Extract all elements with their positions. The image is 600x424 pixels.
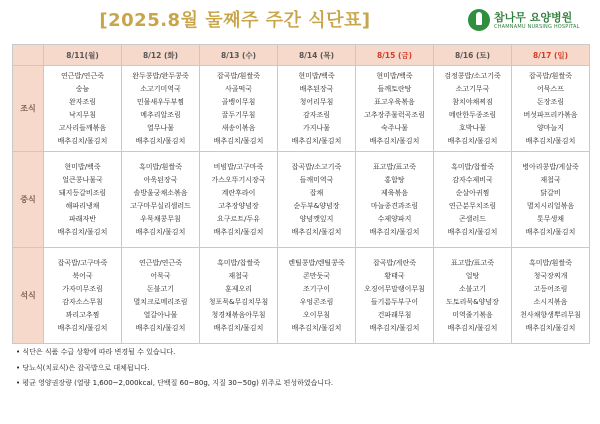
menu-item: 연근밥/연근죽 [61,71,104,80]
menu-item: 돼지등갈비조림 [58,188,107,197]
menu-item: 호박나물 [458,123,487,132]
menu-cell [434,152,512,248]
menu-item: 연근밥/연근죽 [139,258,182,267]
menu-cell [44,248,122,344]
day-header-holiday: 8/15 (금) [356,45,434,66]
menu-item: 우묵채콩무침 [140,214,181,223]
menu-item: 잡곡밥/흰쌀죽 [217,71,260,80]
menu-item: 감자조림 [302,110,331,119]
menu-item: 돈장조림 [536,97,565,106]
day-header: 8/14 (목) [278,45,356,66]
logo-name: 참나무 요양병원 [494,11,573,24]
menu-item: 순살아귀찜 [455,188,490,197]
menu-item: 표고밥/표고죽 [373,162,416,171]
menu-cell [356,152,434,248]
menu-item: 배추김치/물김치 [369,136,420,145]
day-header-holiday: 8/17 (일) [512,45,590,66]
menu-item: 배추김치/물김치 [291,227,342,236]
menu-item: 고추장주물럭곡조림 [364,110,425,119]
menu-item: 렌틸콩밥/렌틸콩죽 [288,258,345,267]
menu-item: 열갈아나물 [143,310,178,319]
menu-item: 재첩국 [228,271,249,280]
menu-item: 배추김치/물김치 [447,227,498,236]
menu-item: 잡곡밥/고구마죽 [57,258,108,267]
menu-item: 배추김치/물김치 [57,136,108,145]
menu-item: 소불고기 [458,284,487,293]
menu-item: 건파래무침 [377,310,412,319]
menu-item: 참치야채찌짐 [452,97,493,106]
menu-item: 소고기무국 [455,84,490,93]
page-title: [2025.8월 둘째주 주간 식단표] [99,10,371,31]
menu-item: 꽈리고추찜 [65,310,100,319]
menu-cell [434,248,512,344]
menu-item: 골뱅이무침 [221,97,256,106]
menu-item: 메란한두종조림 [448,110,497,119]
menu-item: 배추김치/물김치 [57,227,108,236]
menu-item: 고구마무실리샐러드 [130,201,191,210]
menu-item: 오징어무말랭이무침 [364,284,425,293]
menu-item: 들기름두부구이 [370,297,419,306]
menu-item: 들깨미역국 [299,175,334,184]
menu-item: 멸치시리얼볶음 [526,201,575,210]
day-header-row [13,45,590,66]
menu-item: 감자소스무침 [62,297,103,306]
menu-item: 요구르트/두유 [217,214,260,223]
menu-item: 파래자반 [68,214,97,223]
menu-item: 배추김치/물김치 [447,136,498,145]
menu-item: 배추김치/물김치 [135,136,186,145]
menu-cell [44,152,122,248]
menu-item: 홍합탕 [384,175,405,184]
menu-cell [512,248,590,344]
menu-item: 꿀두기무침 [221,110,256,119]
menu-item: 새송이볶음 [221,123,256,132]
menu-item: 사골떡국 [224,84,253,93]
menu-item: 고사리들깨볶음 [58,123,107,132]
menu-item: 얼큰콩나물국 [62,175,103,184]
menu-item: 콘만둣국 [302,271,331,280]
menu-item: 배추된장국 [299,84,334,93]
menu-item: 소시지볶음 [533,297,568,306]
menu-item: 잡곡밥/소고기죽 [291,162,342,171]
menu-item: 배추김치/물김치 [447,323,498,332]
menu-item: 양마늘지 [536,123,565,132]
menu-item: 표고우육볶음 [374,97,415,106]
menu-cell [434,66,512,152]
menu-item: 잡채 [309,188,324,197]
menu-item: 메추리알조림 [140,110,181,119]
day-header: 8/13 (수) [200,45,278,66]
menu-item: 천사채향생뿌리무침 [520,310,581,319]
logo-subtitle: CHAMNAMU NURSING HOSPITAL [494,24,580,30]
menu-item: 감자수제비국 [452,175,493,184]
menu-item: 배추김치/물김치 [291,136,342,145]
menu-item: 비빔밥/고구마죽 [213,162,264,171]
menu-item: 우엉콘조림 [299,297,334,306]
menu-item: 현미밥/백죽 [298,71,335,80]
menu-item: 닭갈비 [540,188,561,197]
menu-item: 양념깻잎지 [299,214,334,223]
menu-item: 청어리무침 [299,97,334,106]
menu-cell [200,152,278,248]
menu-item: 소고기미역국 [140,84,181,93]
menu-cell [200,66,278,152]
menu-cell [122,248,200,344]
menu-item: 멸치크로메리조림 [133,297,188,306]
menu-item: 고등어조림 [533,284,568,293]
menu-cell [44,66,122,152]
menu-item: 도토리묵&양념장 [446,297,499,306]
menu-item: 곤샐러드 [458,214,487,223]
menu-item: 가스오뚜기시장국 [211,175,266,184]
menu-cell [356,248,434,344]
menu-item: 배추김치/물김치 [213,323,264,332]
menu-cell [278,66,356,152]
menu-item: 배추김치/물김치 [57,323,108,332]
menu-item: 검정콩밥/소고기죽 [444,71,501,80]
meal-label: 석식 [13,248,44,344]
menu-item: 오이무침 [302,310,331,319]
note-line: • 당뇨식(치료식)은 잡곡밥으로 대체됩니다. [16,363,150,372]
menu-item: 재첩국 [540,175,561,184]
menu-item: 계란후라이 [221,188,256,197]
menu-item: 마늘종견과조림 [370,201,419,210]
notes [16,345,591,392]
menu-item: 잡곡밥/게란죽 [373,258,416,267]
menu-item: 훈제오리 [224,284,253,293]
menu-item: 배추김치/물김치 [525,323,576,332]
menu-item: 청국장찌개 [533,271,568,280]
menu-item: 배추김치/물김치 [525,136,576,145]
menu-item: 현미밥/백죽 [376,71,413,80]
menu-item: 연근분무치조림 [448,201,497,210]
menu-cell [512,66,590,152]
menu-item: 흑미밥/흰쌀죽 [139,162,182,171]
menu-item: 완자조림 [68,97,97,106]
tree-logo-icon [468,9,490,31]
menu-cell [278,152,356,248]
menu-item: 어묵국 [150,271,171,280]
note-line: • 식단은 식품 수급 상황에 따라 변경될 수 있습니다. [16,348,176,356]
meal-label: 조식 [13,66,44,152]
menu-item: 해파리냉채 [65,201,100,210]
menu-cell [356,66,434,152]
menu-item: 황태국 [384,271,405,280]
hospital-logo [468,6,596,36]
menu-item: 표고밥/표고죽 [451,258,494,267]
menu-item: 톳무생채 [536,214,565,223]
menu-item: 배추김치/물김치 [135,323,186,332]
menu-item: 배추김치/물김치 [369,323,420,332]
menu-item: 배추김치/물김치 [135,227,186,236]
menu-item: 흑미밥/찹쌀죽 [217,258,260,267]
menu-item: 가지나물 [302,123,331,132]
menu-cell [512,152,590,248]
menu-item: 순두부&양념장 [293,201,340,210]
menu-item: 흑미밥/흰쌀죽 [529,258,572,267]
meal-label: 중식 [13,152,44,248]
note-line: • 평균 영양권장량 (열량 1,600~2,000kcal, 단백질 60~80g, 지질 30~50g) 위주로 편성하였습니다. [16,379,334,387]
menu-item: 가자미무조림 [62,284,103,293]
menu-item: 돈불고기 [146,284,175,293]
menu-item: 배추김치/물김치 [213,136,264,145]
day-header: 8/11(월) [44,45,122,66]
menu-item: 북어국 [72,271,93,280]
menu-item: 청포묵&무김치무침 [208,297,269,306]
menu-item: 잡곡밥/흰쌀죽 [529,71,572,80]
menu-item: 배추김치/물김치 [369,227,420,236]
menu-item: 들깨토란탕 [377,84,412,93]
menu-cell [122,152,200,248]
menu-item: 솔방울궁채소볶음 [133,188,188,197]
day-header: 8/12 (화) [122,45,200,66]
menu-item: 배추김치/물김치 [213,227,264,236]
menu-item: 낙지무침 [68,110,97,119]
dinner-row [13,248,590,344]
menu-item: 미역줄기볶음 [452,310,493,319]
menu-item: 어묵스프 [536,84,565,93]
menu-item: 조기구이 [302,284,331,293]
menu-item: 완두콩밥/완두콩죽 [132,71,189,80]
menu-item: 현미밥/백죽 [64,162,101,171]
menu-table [12,44,590,344]
day-header: 8/16 (토) [434,45,512,66]
menu-item: 흑미밥/찹쌀죽 [451,162,494,171]
menu-item: 수제양파지 [377,214,412,223]
menu-item: 아욱된장국 [143,175,178,184]
menu-item: 얼탕 [465,271,480,280]
menu-item: 제육볶음 [380,188,409,197]
menu-item: 숙주나물 [380,123,409,132]
menu-item: 고추장양념장 [218,201,259,210]
lunch-row [13,152,590,248]
menu-item: 병아리콩밥/게살죽 [522,162,579,171]
menu-item: 숭늉 [75,84,90,93]
menu-item: 배추김치/물김치 [525,227,576,236]
menu-item: 청경채볶음아무침 [211,310,266,319]
breakfast-row [13,66,590,152]
menu-item: 민물새우두부찜 [136,97,185,106]
menu-cell [278,248,356,344]
menu-item: 열무나물 [146,123,175,132]
corner-cell [13,45,44,66]
menu-item: 배추김치/물김치 [291,323,342,332]
menu-cell [200,248,278,344]
menu-item: 버섯파프리카볶음 [523,110,578,119]
menu-cell [122,66,200,152]
